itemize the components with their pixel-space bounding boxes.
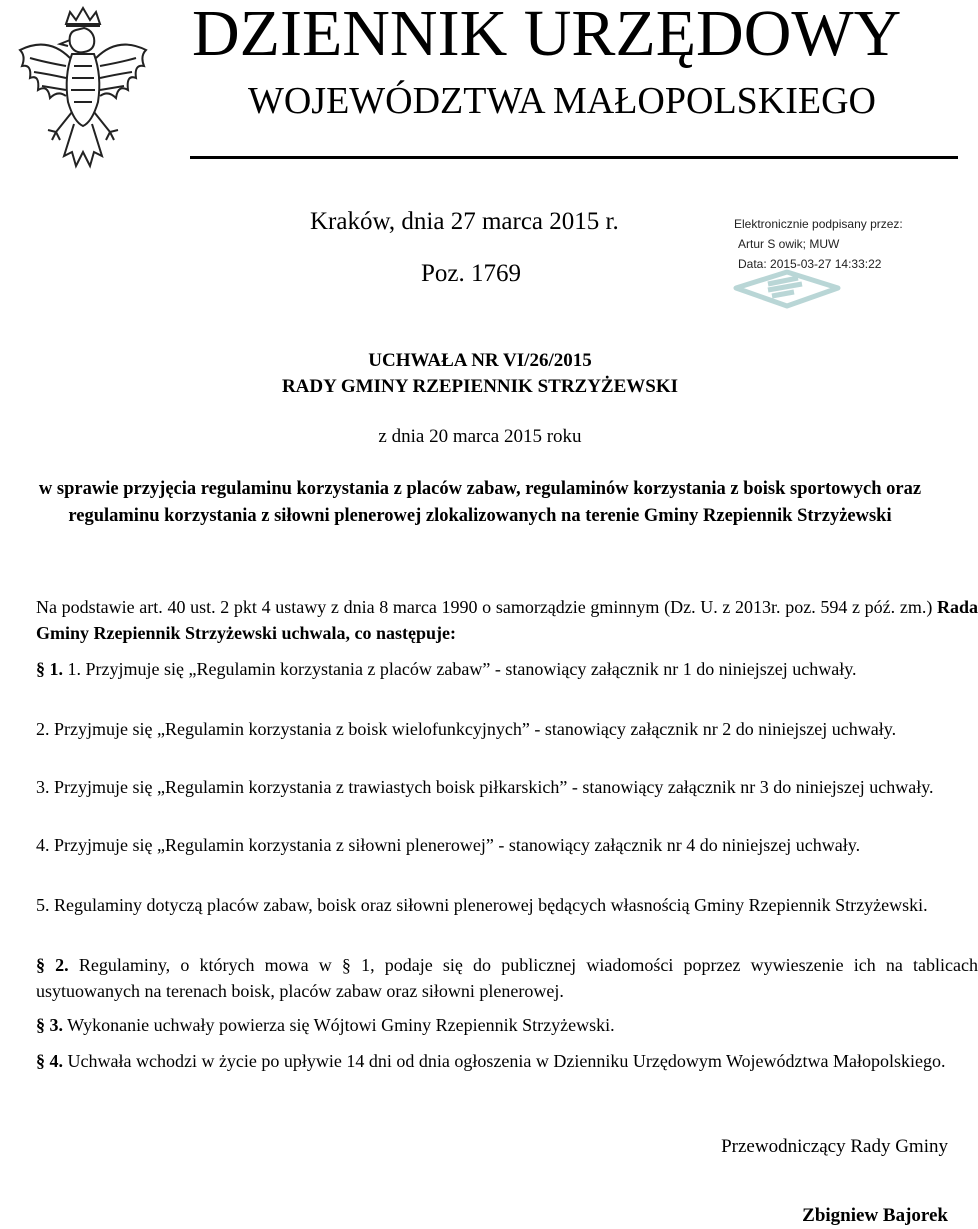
e-signature-icon <box>732 268 842 310</box>
section-1-point-3: 3. Przyjmuje się „Regulamin korzystania z trawiastych boisk piłkarskich” - stanowiący załącznik nr 3 do niniejszej uchwały. <box>36 777 934 797</box>
signatory-role: Przewodniczący Rady Gminy <box>721 1136 948 1157</box>
section-4-label: § 4. <box>36 1051 63 1071</box>
section-2 <box>6 952 978 1004</box>
section-2-label: § 2. <box>36 955 69 975</box>
polish-eagle-icon <box>8 6 158 178</box>
signature-line-3: Data: 2015-03-27 14:33:22 <box>738 257 882 271</box>
position-number: Poz. 1769 <box>421 260 521 287</box>
preamble-text: Na podstawie art. 40 ust. 2 pkt 4 ustawy z dnia 8 marca 1990 o samorządzie gminnym (Dz. U. z 2013r. poz. 594 z póź. zm.) <box>36 597 933 617</box>
section-1-point-4: 4. Przyjmuje się „Regulamin korzystania z siłowni plenerowej” - stanowiący załącznik nr 4 do niniejszej uchwały. <box>36 835 861 855</box>
section-4-text: Uchwała wchodzi w życie po upływie 14 dni od dnia ogłoszenia w Dzienniku Urzędowym Województwa Małopolskiego. <box>63 1051 946 1071</box>
signature-line-1: Elektronicznie podpisany przez: <box>734 217 903 231</box>
signatory-name: Zbigniew Bajorek <box>802 1205 948 1226</box>
section-3-text: Wykonanie uchwały powierza się Wójtowi Gminy Rzepiennik Strzyżewski. <box>63 1015 615 1035</box>
resolution-date: z dnia 20 marca 2015 roku <box>378 426 582 447</box>
section-2-text: Regulaminy, o których mowa w § 1, podaje się do publicznej wiadomości poprzez wywieszenie ich na tablicach usytuowanych na terenach boisk, placów zabaw oraz siłowni plenerowej. <box>36 955 978 1001</box>
publication-subtitle: WOJEWÓDZTWA MAŁOPOLSKIEGO <box>248 80 876 122</box>
section-3-label: § 3. <box>36 1015 63 1035</box>
publication-title: DZIENNIK URZĘDOWY <box>192 0 902 70</box>
resolution-title: UCHWAŁA NR VI/26/2015 <box>368 350 592 371</box>
resolution-authority: RADY GMINY RZEPIENNIK STRZYŻEWSKI <box>281 376 679 397</box>
section-1-point-5: 5. Regulaminy dotyczą placów zabaw, boisk oraz siłowni plenerowej będących własnością Gminy Rzepiennik Strzyżewski. <box>36 895 928 915</box>
section-1-label: § 1. <box>36 659 63 679</box>
preamble-enactment: Rada Gminy Rzepiennik Strzyżewski uchwala, co następuje: <box>36 597 978 643</box>
resolution-subject: w sprawie przyjęcia regulaminu korzystania z placów zabaw, regulaminów korzystania z boisk sportowych oraz regulaminu korzystania z siłowni plenerowej zlokalizowanych na terenie Gminy Rzepiennik Strzyżewski <box>38 479 922 526</box>
section-4 <box>6 1048 978 1074</box>
point-1-text: 1. Przyjmuje się „Regulamin korzystania z placów zabaw” - stanowiący załącznik nr 1 do niniejszej uchwały. <box>63 659 857 679</box>
header-divider <box>190 156 958 159</box>
signature-line-2: Artur S owik; MUW <box>738 237 840 251</box>
section-1-point-2: 2. Przyjmuje się „Regulamin korzystania z boisk wielofunkcyjnych” - stanowiący załącznik nr 2 do niniejszej uchwały. <box>36 719 897 739</box>
section-3 <box>6 1012 978 1038</box>
preamble <box>6 594 978 646</box>
section-1-point-1 <box>6 656 978 682</box>
place-date: Kraków, dnia 27 marca 2015 r. <box>310 208 619 235</box>
